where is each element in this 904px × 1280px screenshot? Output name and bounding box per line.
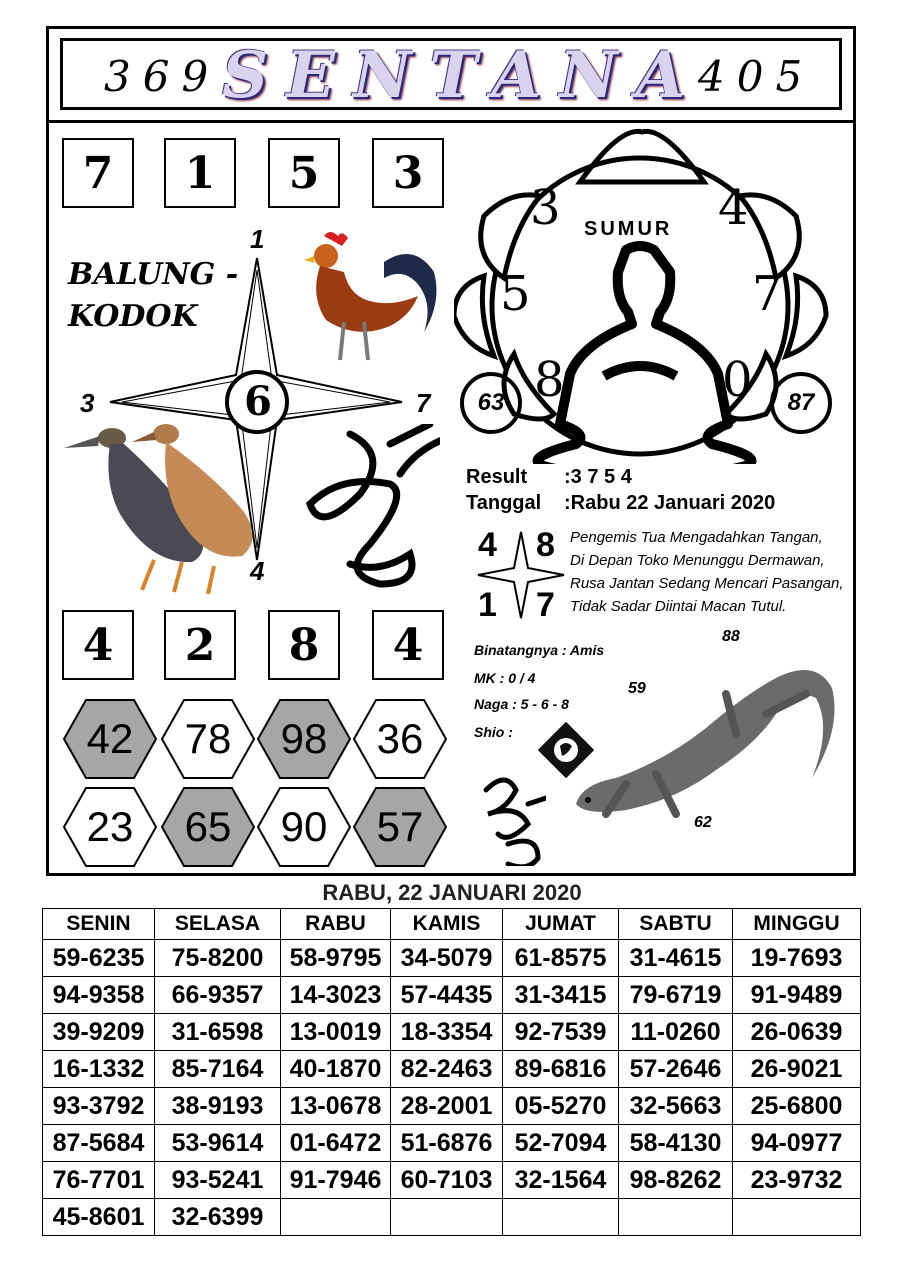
- table-cell: 13-0019: [281, 1014, 391, 1051]
- col-header-sabtu: SABTU: [619, 909, 733, 940]
- info-binatang: Binatangnya : Amis: [474, 642, 605, 658]
- table-cell: 58-4130: [619, 1125, 733, 1162]
- col-header-jumat: JUMAT: [503, 909, 619, 940]
- table-cell: 59-6235: [43, 940, 155, 977]
- poem-line-1: Pengemis Tua Mengadahkan Tangan,: [570, 529, 823, 546]
- shio-scribble-icon: [476, 770, 546, 866]
- table-cell: 28-2001: [391, 1088, 503, 1125]
- compass-center: 6: [244, 378, 272, 425]
- bottom-square-2: 2: [164, 610, 236, 680]
- top-square-4: 3: [372, 138, 444, 208]
- table-row: [43, 1199, 861, 1236]
- hex-cell: [256, 698, 352, 780]
- table-cell: 94-9358: [43, 977, 155, 1014]
- table-cell: 13-0678: [281, 1088, 391, 1125]
- table-cell: [391, 1199, 503, 1236]
- hex-value: 57: [376, 803, 424, 850]
- compass-bottom: 4: [250, 556, 265, 586]
- hex-value: 42: [86, 715, 134, 762]
- table-cell: 32-6399: [155, 1199, 281, 1236]
- sumur-petal-3: 5: [500, 266, 531, 322]
- table-cell: 26-0639: [733, 1014, 861, 1051]
- poem-line-3: Rusa Jantan Sedang Mencari Pasangan,: [570, 575, 844, 592]
- hex-cell: [352, 786, 448, 868]
- sumur-petal-2: 4: [718, 180, 749, 236]
- table-row: [43, 1051, 861, 1088]
- table-row: [43, 1014, 861, 1051]
- hex-cell: [62, 786, 158, 868]
- hex-value: 90: [280, 803, 328, 850]
- col-header-senin: SENIN: [43, 909, 155, 940]
- table-row: [43, 977, 861, 1014]
- table-cell: 57-2646: [619, 1051, 733, 1088]
- result-label: Result: [466, 466, 528, 488]
- table-cell: 18-3354: [391, 1014, 503, 1051]
- bottom-square-4: 4: [372, 610, 444, 680]
- table-cell: 85-7164: [155, 1051, 281, 1088]
- hex-cell: [160, 786, 256, 868]
- sumur-petal-6: 0: [722, 352, 753, 408]
- hex-value: 65: [184, 803, 232, 850]
- table-row: [43, 1125, 861, 1162]
- sumur-petal-4: 7: [752, 266, 783, 322]
- table-cell: 93-5241: [155, 1162, 281, 1199]
- table-cell: 39-9209: [43, 1014, 155, 1051]
- table-cell: [503, 1199, 619, 1236]
- table-cell: 51-6876: [391, 1125, 503, 1162]
- hex-cell: [352, 698, 448, 780]
- table-row: [43, 1088, 861, 1125]
- table-cell: [733, 1199, 861, 1236]
- compass-right: 7: [416, 388, 431, 418]
- rooster-icon: [284, 226, 444, 372]
- lizard-number-88: 88: [722, 628, 740, 645]
- compass-left: 3: [80, 388, 95, 418]
- lizard-number-62: 62: [694, 814, 712, 831]
- table-cell: 19-7693: [733, 940, 861, 977]
- table-cell: 14-3023: [281, 977, 391, 1014]
- col-header-kamis: KAMIS: [391, 909, 503, 940]
- compass-top: 1: [250, 224, 265, 254]
- hex-value: 78: [184, 715, 232, 762]
- header-left-number: 369: [104, 52, 221, 101]
- sumur-left-circle: 63: [460, 372, 522, 434]
- table-cell: [619, 1199, 733, 1236]
- number-table: [42, 908, 861, 1236]
- signature-icon: [300, 424, 440, 594]
- mini-compass-br: 7: [536, 586, 555, 624]
- table-cell: 32-5663: [619, 1088, 733, 1125]
- balung-label-line2: KODOK: [68, 299, 198, 334]
- top-square-3: 5: [268, 138, 340, 208]
- hex-value: 36: [376, 715, 424, 762]
- ducks-icon: [54, 420, 264, 596]
- table-cell: 61-8575: [503, 940, 619, 977]
- poem-line-4: Tidak Sadar Diintai Macan Tutul.: [570, 598, 787, 615]
- table-row: [43, 940, 861, 977]
- table-cell: 98-8262: [619, 1162, 733, 1199]
- table-cell: 66-9357: [155, 977, 281, 1014]
- table-cell: 31-6598: [155, 1014, 281, 1051]
- table-cell: 87-5684: [43, 1125, 155, 1162]
- table-cell: 75-8200: [155, 940, 281, 977]
- table-cell: 38-9193: [155, 1088, 281, 1125]
- table-cell: 05-5270: [503, 1088, 619, 1125]
- bottom-square-1: 4: [62, 610, 134, 680]
- table-cell: 60-7103: [391, 1162, 503, 1199]
- table-cell: 40-1870: [281, 1051, 391, 1088]
- header-divider: [46, 120, 856, 123]
- mini-compass-tl: 4: [478, 526, 497, 564]
- table-cell: 91-7946: [281, 1162, 391, 1199]
- table-cell: 93-3792: [43, 1088, 155, 1125]
- mini-compass-tr: 8: [536, 526, 555, 564]
- table-cell: 94-0977: [733, 1125, 861, 1162]
- table-row: [43, 1162, 861, 1199]
- table-cell: 91-9489: [733, 977, 861, 1014]
- table-cell: 79-6719: [619, 977, 733, 1014]
- col-header-rabu: RABU: [281, 909, 391, 940]
- date-label: Tanggal: [466, 492, 542, 514]
- sumur-label: SUMUR: [584, 218, 673, 240]
- bottom-square-3: 8: [268, 610, 340, 680]
- table-cell: 45-8601: [43, 1199, 155, 1236]
- info-shio: Shio :: [474, 724, 513, 740]
- table-cell: 11-0260: [619, 1014, 733, 1051]
- poem-line-2: Di Depan Toko Menunggu Dermawan,: [570, 552, 825, 569]
- table-cell: 57-4435: [391, 977, 503, 1014]
- table-cell: 58-9795: [281, 940, 391, 977]
- info-mk: MK : 0 / 4: [474, 670, 536, 686]
- sumur-petal-5: 8: [534, 352, 565, 408]
- table-cell: 76-7701: [43, 1162, 155, 1199]
- table-cell: 32-1564: [503, 1162, 619, 1199]
- table-cell: 92-7539: [503, 1014, 619, 1051]
- col-header-selasa: SELASA: [155, 909, 281, 940]
- hex-value: 23: [86, 803, 134, 850]
- balung-label-line1: BALUNG -: [68, 257, 239, 292]
- table-date-heading: RABU, 22 JANUARI 2020: [322, 880, 582, 905]
- table-cell: 31-3415: [503, 977, 619, 1014]
- table-cell: 25-6800: [733, 1088, 861, 1125]
- top-square-2: 1: [164, 138, 236, 208]
- table-cell: 82-2463: [391, 1051, 503, 1088]
- poem-text: [570, 526, 844, 618]
- table-cell: 34-5079: [391, 940, 503, 977]
- table-cell: 23-9732: [733, 1162, 861, 1199]
- table-cell: 53-9614: [155, 1125, 281, 1162]
- table-header-row: [43, 909, 861, 940]
- table-cell: 26-9021: [733, 1051, 861, 1088]
- hex-cell: [256, 786, 352, 868]
- header-right-number: 405: [698, 52, 815, 101]
- table-cell: [281, 1199, 391, 1236]
- info-naga: Naga : 5 - 6 - 8: [474, 696, 569, 712]
- col-header-minggu: MINGGU: [733, 909, 861, 940]
- sumur-right-circle: 87: [770, 372, 832, 434]
- table-cell: 31-4615: [619, 940, 733, 977]
- table-cell: 52-7094: [503, 1125, 619, 1162]
- table-cell: 89-6816: [503, 1051, 619, 1088]
- result-value: :3 7 5 4: [564, 466, 632, 488]
- lizard-number-59: 59: [628, 680, 646, 697]
- table-cell: 01-6472: [281, 1125, 391, 1162]
- mini-compass-bl: 1: [478, 586, 497, 624]
- page-title: SENTANA: [222, 38, 704, 113]
- sumur-petal-1: 3: [530, 180, 561, 236]
- top-square-1: 7: [62, 138, 134, 208]
- date-value: :Rabu 22 Januari 2020: [564, 492, 776, 514]
- hex-cell: [160, 698, 256, 780]
- table-cell: 16-1332: [43, 1051, 155, 1088]
- hex-cell: [62, 698, 158, 780]
- hex-value: 98: [280, 715, 328, 762]
